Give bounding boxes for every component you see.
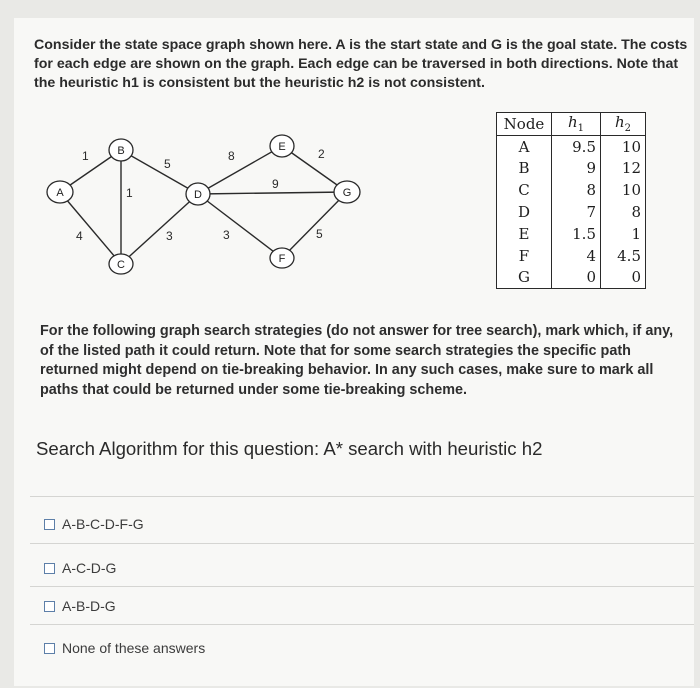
- node-b: [109, 139, 133, 161]
- edge-cost-a-b: 1: [82, 149, 89, 163]
- option-1[interactable]: [44, 516, 144, 532]
- cell-h2: 12: [601, 158, 646, 180]
- state-space-graph: [36, 126, 376, 276]
- header-h2-sub: 2: [624, 123, 632, 135]
- heuristic-table: [496, 112, 646, 289]
- header-h1-sub: 1: [577, 123, 585, 135]
- edge-cost-c-d: 3: [166, 229, 173, 243]
- cell-node: B: [497, 158, 552, 180]
- node-e: [270, 135, 294, 157]
- checkbox-option-4[interactable]: [44, 643, 55, 654]
- edge-a-c: [60, 192, 121, 264]
- edge-cost-b-d: 5: [164, 157, 171, 171]
- question-intro: Consider the state space graph shown here. A is the start state and G is the goal state. The costs for each edge are shown on the graph. Each edge can be traversed in both directions. Note that the heuristic h1 is consistent but the heuristic h2 is not consistent.: [34, 37, 688, 91]
- header-h1: [552, 113, 601, 136]
- node-f: [270, 248, 294, 268]
- checkbox-option-1[interactable]: [44, 519, 55, 530]
- option-4-label[interactable]: None of these answers: [62, 640, 206, 656]
- cell-h2: 4.5: [601, 245, 646, 267]
- cell-h2: 8: [601, 201, 646, 223]
- cell-node: A: [497, 135, 552, 157]
- edge-cost-d-e: 8: [228, 149, 235, 163]
- cell-h1: 4: [552, 245, 601, 267]
- divider: [30, 586, 694, 587]
- table-row: [497, 245, 646, 267]
- algorithm-heading: Search Algorithm for this question: A* search with heuristic h2: [36, 438, 543, 459]
- divider: [30, 496, 694, 497]
- option-2[interactable]: [44, 560, 116, 576]
- table-row: [497, 201, 646, 223]
- table-row: [497, 135, 646, 157]
- cell-h1: 9: [552, 158, 601, 180]
- edge-cost-f-g: 5: [316, 227, 323, 241]
- divider: [30, 543, 694, 544]
- node-c-label: C: [117, 259, 125, 271]
- header-h2: [601, 113, 646, 136]
- cell-node: D: [497, 201, 552, 223]
- edge-cost-b-c: 1: [126, 186, 133, 200]
- header-node: Node: [497, 113, 552, 136]
- divider: [30, 624, 694, 625]
- node-c: [109, 254, 133, 274]
- edge-d-g: [198, 192, 347, 194]
- node-f-label: F: [278, 253, 286, 265]
- node-b-label: B: [117, 145, 125, 157]
- node-g: [334, 181, 360, 203]
- node-a: [47, 181, 73, 203]
- node-g-label: G: [342, 187, 352, 199]
- option-2-label[interactable]: A-C-D-G: [62, 560, 117, 576]
- question-followup: For the following graph search strategies (do not answer for tree search), mark which, if any, of the listed path it could return. Note that for some search strategies the specific path returned might depend on tie-breaking behavior. In any such cases, make sure to mark all paths that could be returned under some tie-breaking scheme.: [40, 323, 674, 398]
- header-h1-base: h: [567, 113, 578, 132]
- cell-h2: 10: [601, 179, 646, 201]
- edge-f-g: [282, 192, 347, 258]
- header-h2-base: h: [614, 113, 625, 132]
- edge-c-d: [121, 194, 198, 264]
- cell-h1: 0: [552, 267, 601, 289]
- cell-h1: 1.5: [552, 223, 601, 245]
- edge-d-e: [198, 146, 282, 194]
- option-3-label[interactable]: A-B-D-G: [62, 598, 116, 614]
- cell-node: F: [497, 245, 552, 267]
- node-d-label: D: [194, 189, 202, 201]
- cell-h2: 1: [601, 223, 646, 245]
- checkbox-option-3[interactable]: [44, 601, 55, 612]
- edge-cost-a-c: 4: [76, 229, 83, 243]
- cell-h1: 7: [552, 201, 601, 223]
- checkbox-option-2[interactable]: [44, 563, 55, 574]
- cell-h2: 0: [601, 267, 646, 289]
- edge-cost-e-g: 2: [318, 147, 325, 161]
- node-d: [186, 183, 210, 205]
- heuristic-table-header: [497, 113, 646, 136]
- cell-h2: 10: [601, 135, 646, 157]
- edge-d-f: [198, 194, 282, 258]
- cell-node: E: [497, 223, 552, 245]
- cell-h1: 8: [552, 179, 601, 201]
- node-a-label: A: [56, 187, 64, 199]
- option-4[interactable]: [44, 640, 205, 656]
- cell-h1: 9.5: [552, 135, 601, 157]
- table-row: [497, 179, 646, 201]
- cell-node: G: [497, 267, 552, 289]
- node-e-label: E: [278, 141, 286, 153]
- table-row: [497, 223, 646, 245]
- table-row: [497, 267, 646, 289]
- option-1-label[interactable]: A-B-C-D-F-G: [62, 516, 144, 532]
- edge-cost-d-f: 3: [223, 228, 230, 242]
- cell-node: C: [497, 179, 552, 201]
- table-row: [497, 158, 646, 180]
- edge-cost-d-g: 9: [272, 177, 279, 191]
- option-3[interactable]: [44, 598, 116, 614]
